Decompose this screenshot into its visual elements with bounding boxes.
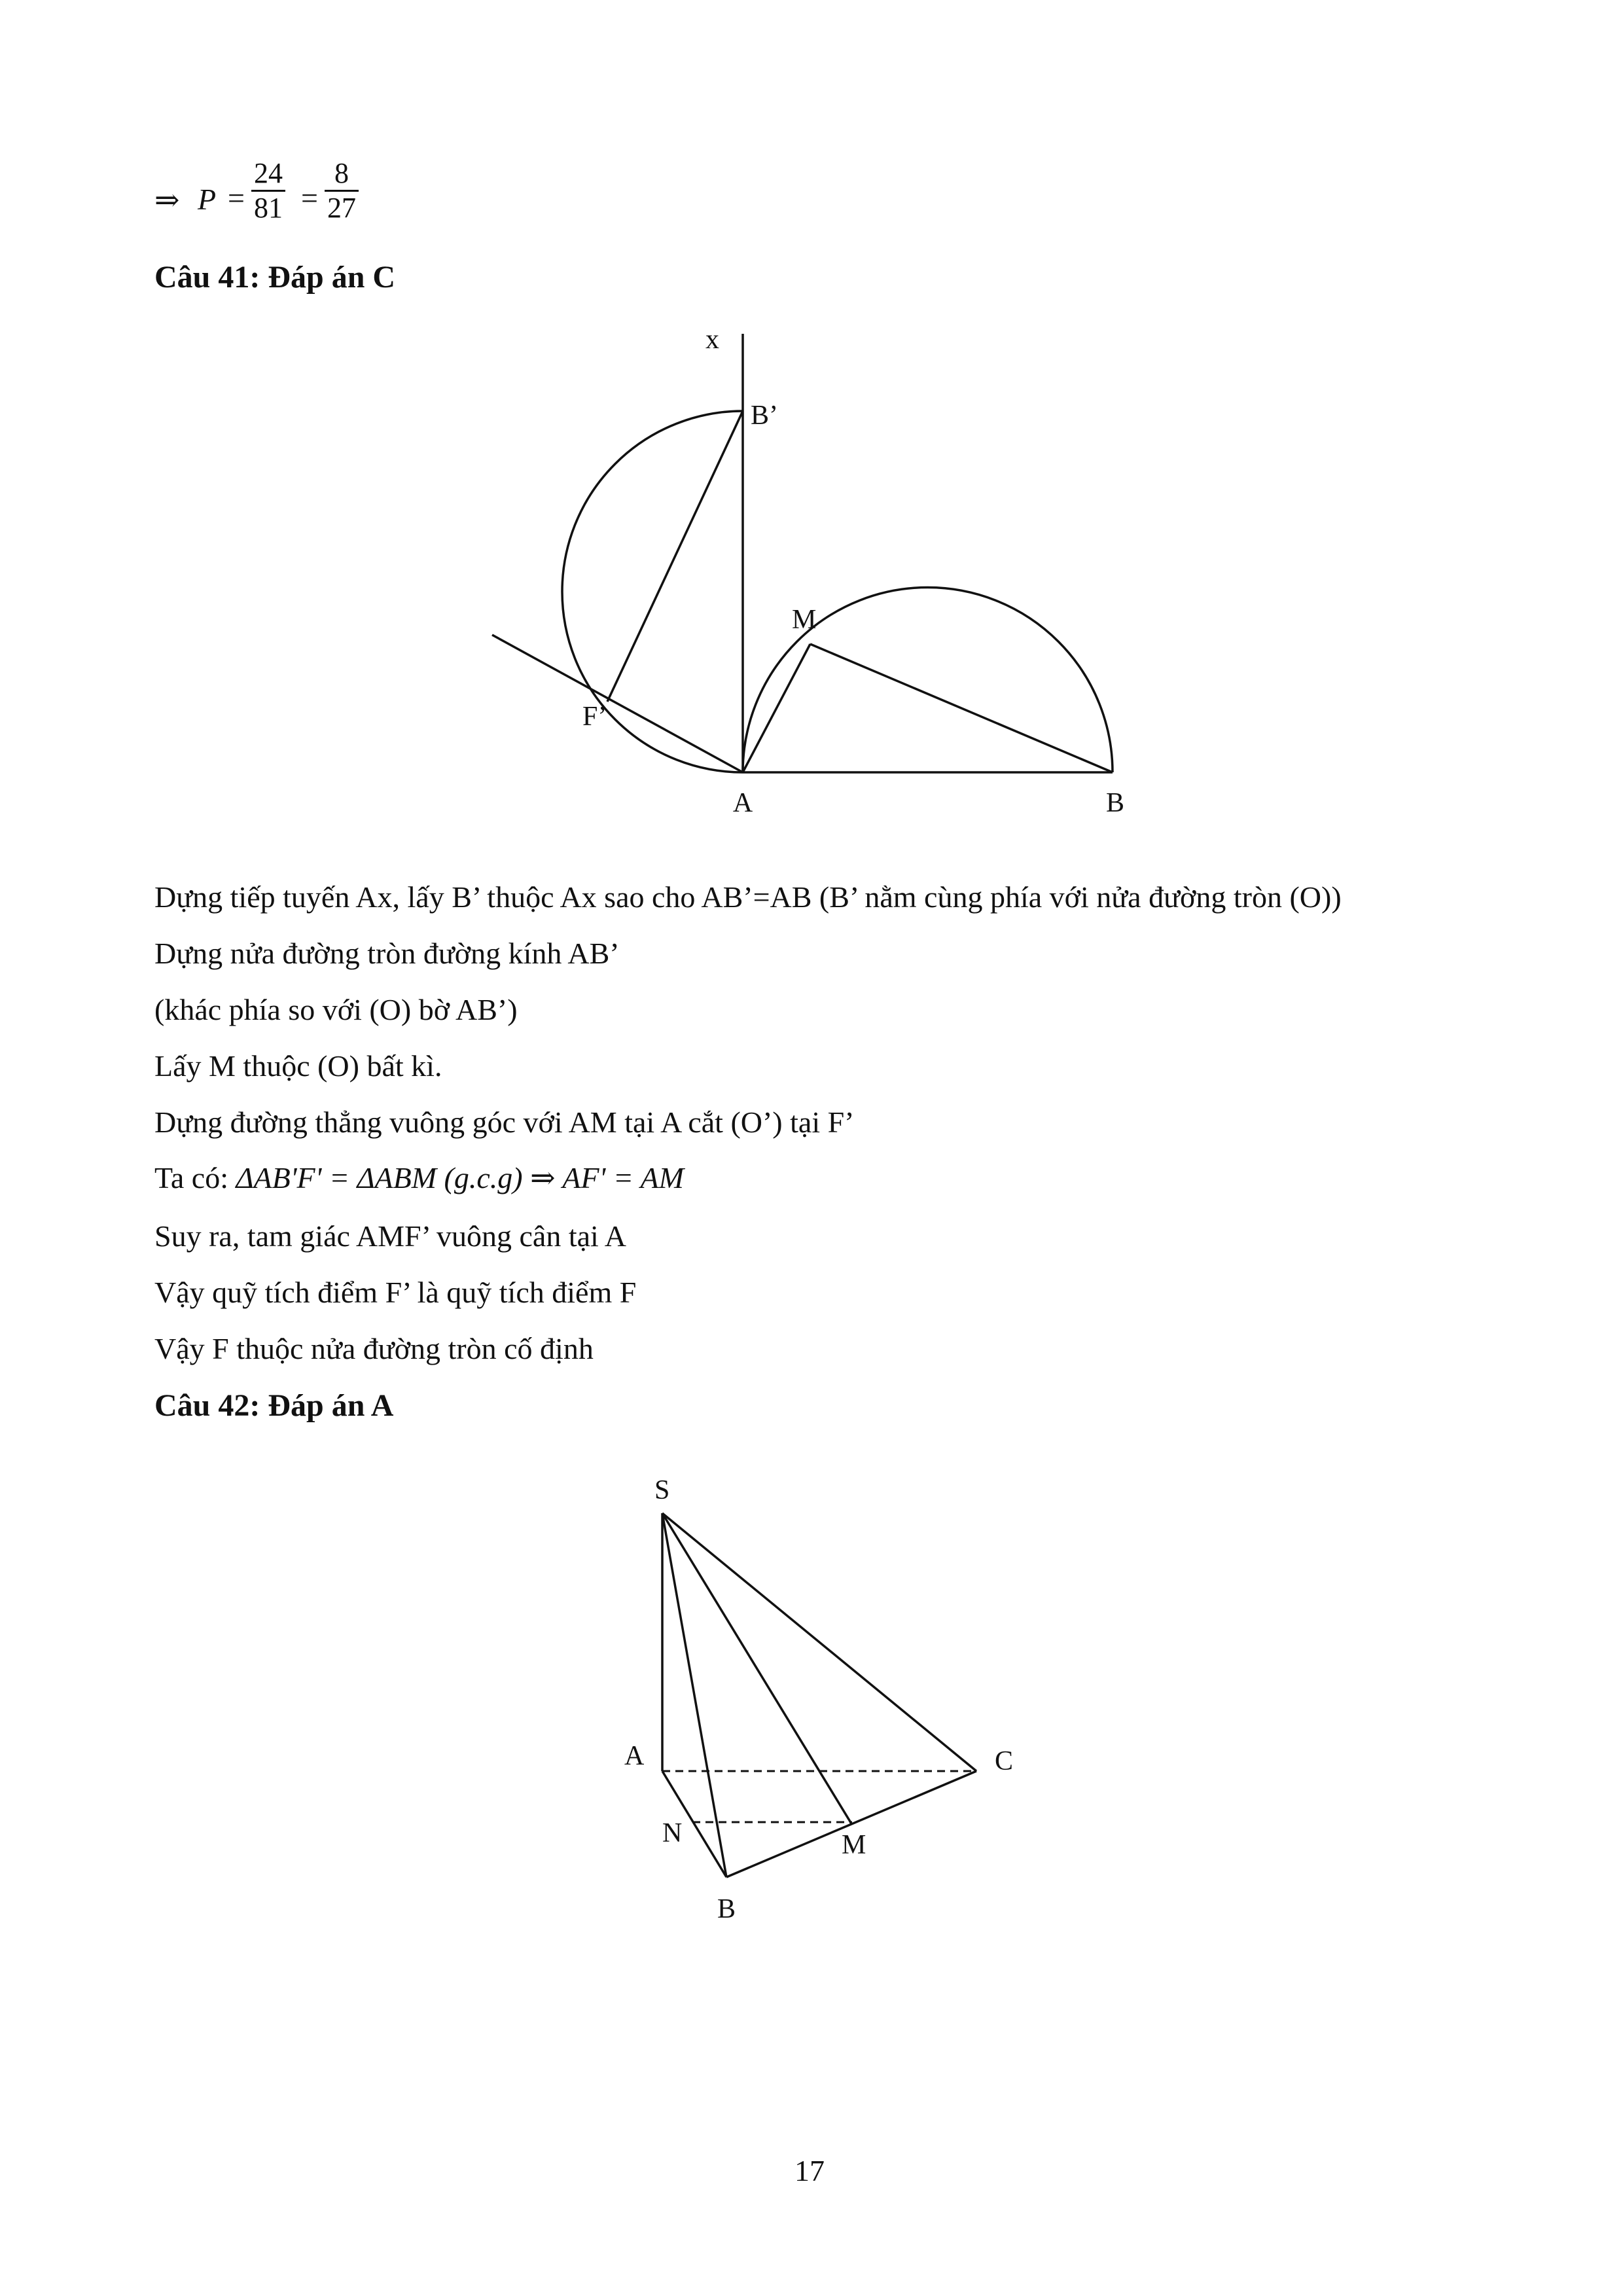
label-m: M bbox=[792, 605, 817, 635]
q41-line-2: Dựng nửa đường tròn đường kính AB’ bbox=[154, 937, 620, 970]
q41-line-7: Vậy quỹ tích điểm F’ là quỹ tích điểm F bbox=[154, 1276, 637, 1309]
formula-top bbox=[154, 157, 377, 242]
edge-sc bbox=[662, 1513, 976, 1771]
segment-am bbox=[743, 644, 810, 772]
q41-line-4: Lấy M thuộc (O) bất kì. bbox=[154, 1049, 442, 1083]
q42-heading: Câu 42: Đáp án A bbox=[154, 1388, 394, 1423]
q41-line-8: Vậy F thuộc nửa đường tròn cố định bbox=[154, 1332, 594, 1365]
q41-line-5: Dựng đường thẳng vuông góc với AM tại A cắt (O’) tại F’ bbox=[154, 1105, 855, 1139]
label-b-prime: B’ bbox=[751, 401, 778, 431]
label-x: x bbox=[705, 325, 719, 355]
fraction-24-81: 24 81 bbox=[251, 157, 285, 224]
label-b: B bbox=[1106, 788, 1125, 818]
fraction-8-27: 8 27 bbox=[325, 157, 359, 224]
q41-line-1: Dựng tiếp tuyến Ax, lấy B’ thuộc Ax sao cho AB’=AB (B’ nằm cùng phía với nửa đường tròn (O)) bbox=[154, 880, 1342, 914]
line-af-extended bbox=[492, 635, 743, 772]
label-a: A bbox=[732, 788, 753, 818]
implies-arrow: ⇒ bbox=[154, 183, 180, 217]
q41-line-6: Suy ra, tam giác AMF’ vuông cân tại A bbox=[154, 1219, 626, 1253]
formula-eq-2: = bbox=[301, 181, 318, 215]
segment-mb bbox=[810, 644, 1113, 772]
label-f-prime: F’ bbox=[582, 702, 607, 732]
edge-bc bbox=[726, 1771, 976, 1877]
q41-heading: Câu 41: Đáp án C bbox=[154, 260, 396, 295]
taco-formula: ΔAB'F' = ΔABM (g.c.g) ⇒ AF' = AM bbox=[236, 1161, 684, 1194]
q41-figure bbox=[458, 314, 1178, 838]
page-number: 17 bbox=[794, 2154, 825, 2187]
label-n: N bbox=[662, 1818, 683, 1848]
label-b: B bbox=[717, 1894, 736, 1924]
label-s: S bbox=[654, 1475, 670, 1505]
label-c: C bbox=[995, 1746, 1014, 1776]
taco-label: Ta có: bbox=[154, 1161, 236, 1194]
label-m: M bbox=[842, 1830, 866, 1860]
formula-var: P bbox=[198, 183, 217, 216]
q41-taco bbox=[154, 1160, 684, 1195]
label-a: A bbox=[624, 1741, 645, 1771]
q42-figure bbox=[589, 1460, 1060, 1957]
q41-line-3: (khác phía so với (O) bờ AB’) bbox=[154, 993, 518, 1026]
segment-bprime-fprime bbox=[607, 411, 743, 702]
formula-eq-1: = bbox=[228, 181, 245, 215]
